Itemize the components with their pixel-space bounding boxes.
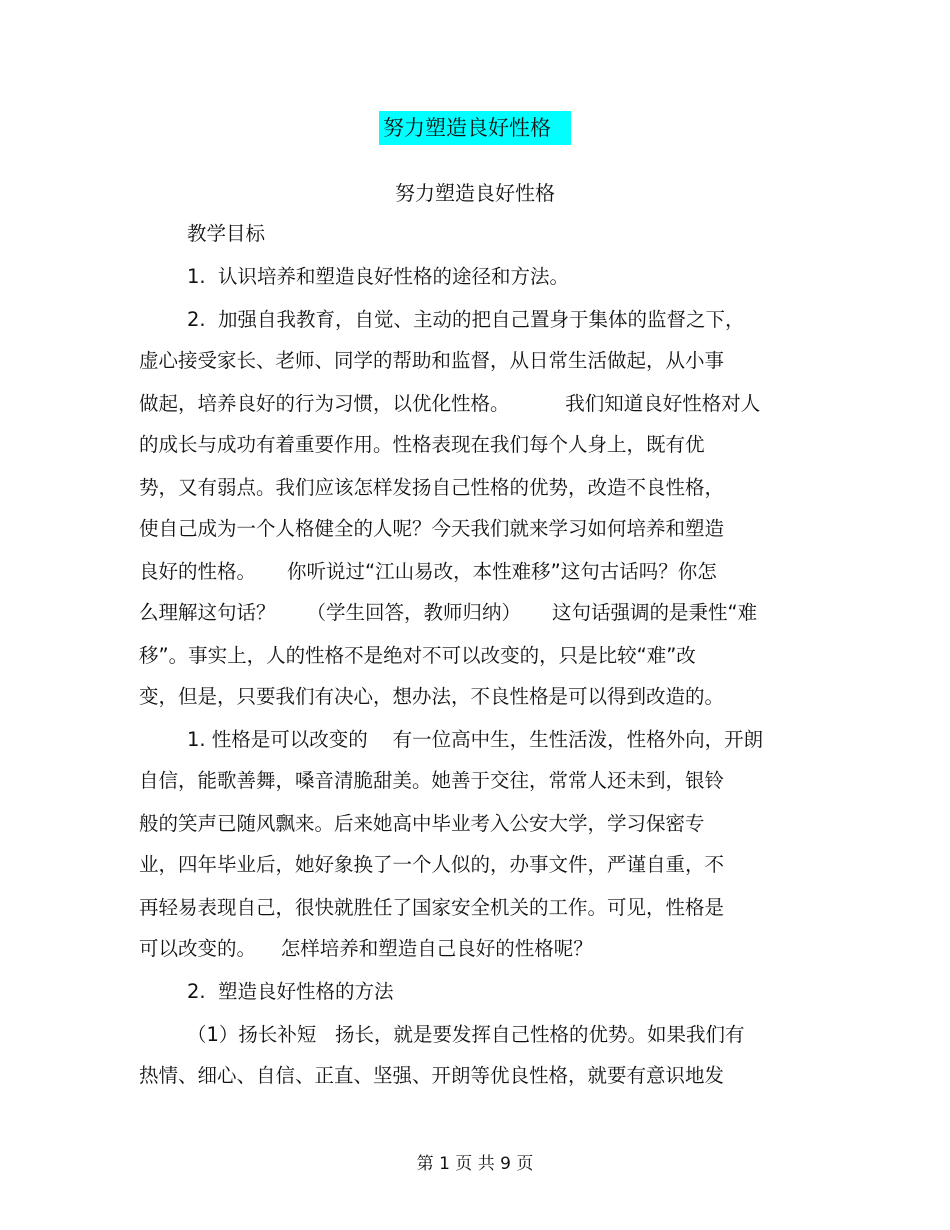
body-line: 良好的性格。 你听说过“江山易改，本性难移”这句古话吗？你怎 [139,560,717,583]
body-line: 般的笑声已随风飘来。后来她高中毕业考入公安大学，学习保密专 [139,812,705,835]
body-line: 可以改变的。 怎样培养和塑造自己良好的性格呢？ [139,937,593,960]
document-title: 努力塑造良好性格 [379,111,571,145]
body-line: 1. 性格是可以改变的 有一位高中生，生性活泼，性格外向，开朗 [187,728,764,751]
document-subtitle: 努力塑造良好性格 [395,181,555,205]
body-line: 的成长与成功有着重要作用。性格表现在我们每个人身上，既有优 [139,433,705,456]
page-number: 第 1 页 共 9 页 [416,1154,534,1174]
body-line: 虚心接受家长、老师、同学的帮助和监督，从日常生活做起，从小事 [139,349,725,372]
body-line: 变，但是，只要我们有决心，想办法，不良性格是可以得到改造的。 [139,685,725,708]
title-container [0,111,950,145]
body-line: 势，又有弱点。我们应该怎样发扬自己性格的优势，改造不良性格， [139,476,725,499]
body-line: 使自己成为一个人格健全的人呢？今天我们就来学习如何培养和塑造 [139,517,725,540]
body-line: 业，四年毕业后，她好象换了一个人似的，办事文件，严谨自重，不 [139,853,725,876]
body-line: （1）扬长补短 扬长，就是要发挥自己性格的优势。如果我们有 [187,1023,745,1046]
body-line: 热情、细心、自信、正直、坚强、开朗等优良性格，就要有意识地发 [139,1064,725,1087]
body-line: 移”。事实上，人的性格不是绝对不可以改变的，只是比较“难”改 [139,644,696,667]
body-line: 2. 塑造良好性格的方法 [187,980,394,1003]
body-line: 么理解这句话？ （学生回答，教师归纳） 这句话强调的是秉性“难 [139,601,758,624]
body-line: 2. 加强自我教育，自觉、主动的把自己置身于集体的监督之下， [187,308,745,331]
body-line: 1. 认识培养和塑造良好性格的途径和方法。 [187,265,570,288]
body-line: 教学目标 [187,222,266,245]
body-line: 再轻易表现自己，很快就胜任了国家安全机关的工作。可见，性格是 [139,896,725,919]
body-line: 做起，培养良好的行为习惯，以优化性格。 我们知道良好性格对人 [139,392,761,415]
body-line: 自信，能歌善舞，嗓音清脆甜美。她善于交往，常常人还未到，银铃 [139,769,725,792]
